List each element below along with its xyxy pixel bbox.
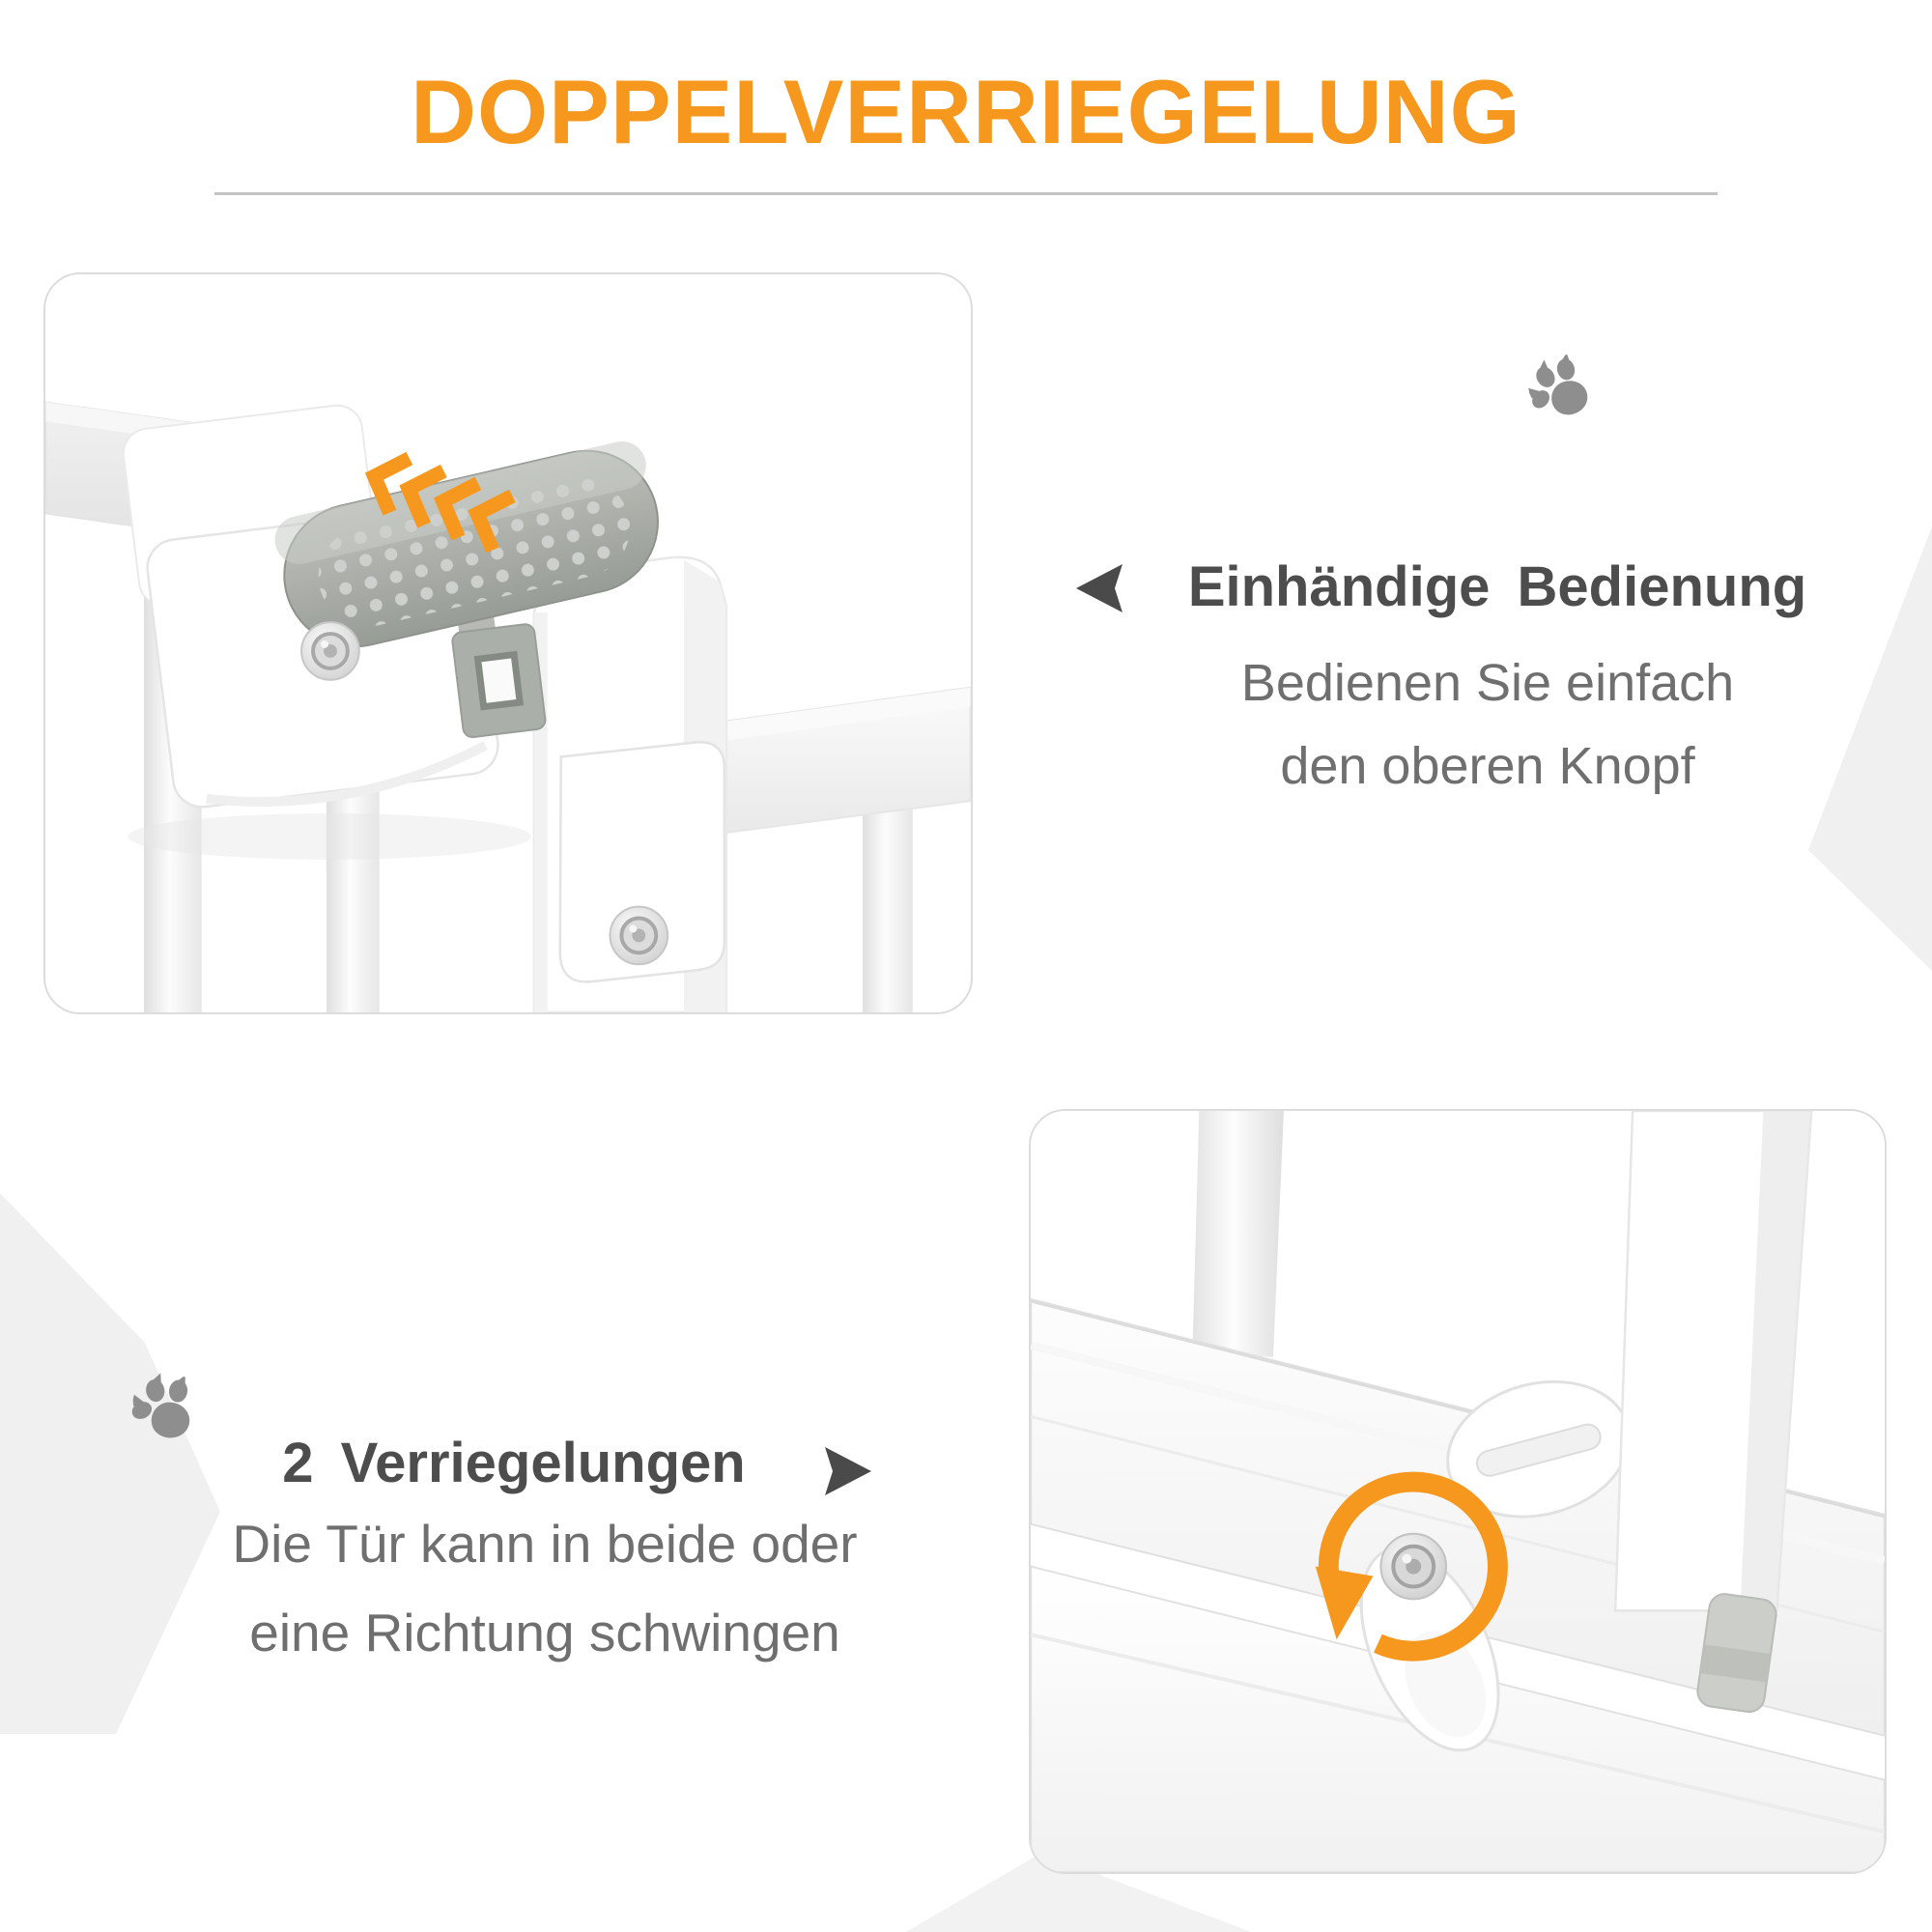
lock-screw: [1380, 1534, 1446, 1600]
feature-two-locks-description: [129, 1499, 960, 1677]
title-divider-line: [214, 192, 1718, 195]
left-arrow-icon: [1074, 562, 1124, 614]
pressure-foot: [1695, 1592, 1777, 1714]
page-title: DOPPELVERRIEGELUNG: [411, 61, 1521, 162]
description-line: Bedienen Sie einfach: [1240, 654, 1735, 712]
gate-top-latch-illustration: [45, 274, 971, 1012]
gate-bottom-lock-illustration: [1031, 1111, 1885, 1872]
latch-screw: [301, 622, 359, 680]
clamp-screw: [610, 907, 668, 965]
feature-one-hand-description: [1130, 641, 1845, 808]
paw-print-icon: [1524, 351, 1601, 429]
right-arrow-icon: [823, 1445, 873, 1497]
gate-top-latch-photo-panel: [43, 272, 973, 1014]
feature-one-hand-heading: Einhändige Bedienung: [1187, 555, 1807, 618]
feature-two-locks-heading: 2 Verriegelungen: [282, 1432, 746, 1494]
description-line: eine Richtung schwingen: [249, 1603, 840, 1662]
gate-bottom-lock-photo-panel: [1029, 1109, 1887, 1874]
description-line: Die Tür kann in beide oder: [232, 1514, 858, 1574]
description-line: den oberen Knopf: [1280, 737, 1695, 795]
